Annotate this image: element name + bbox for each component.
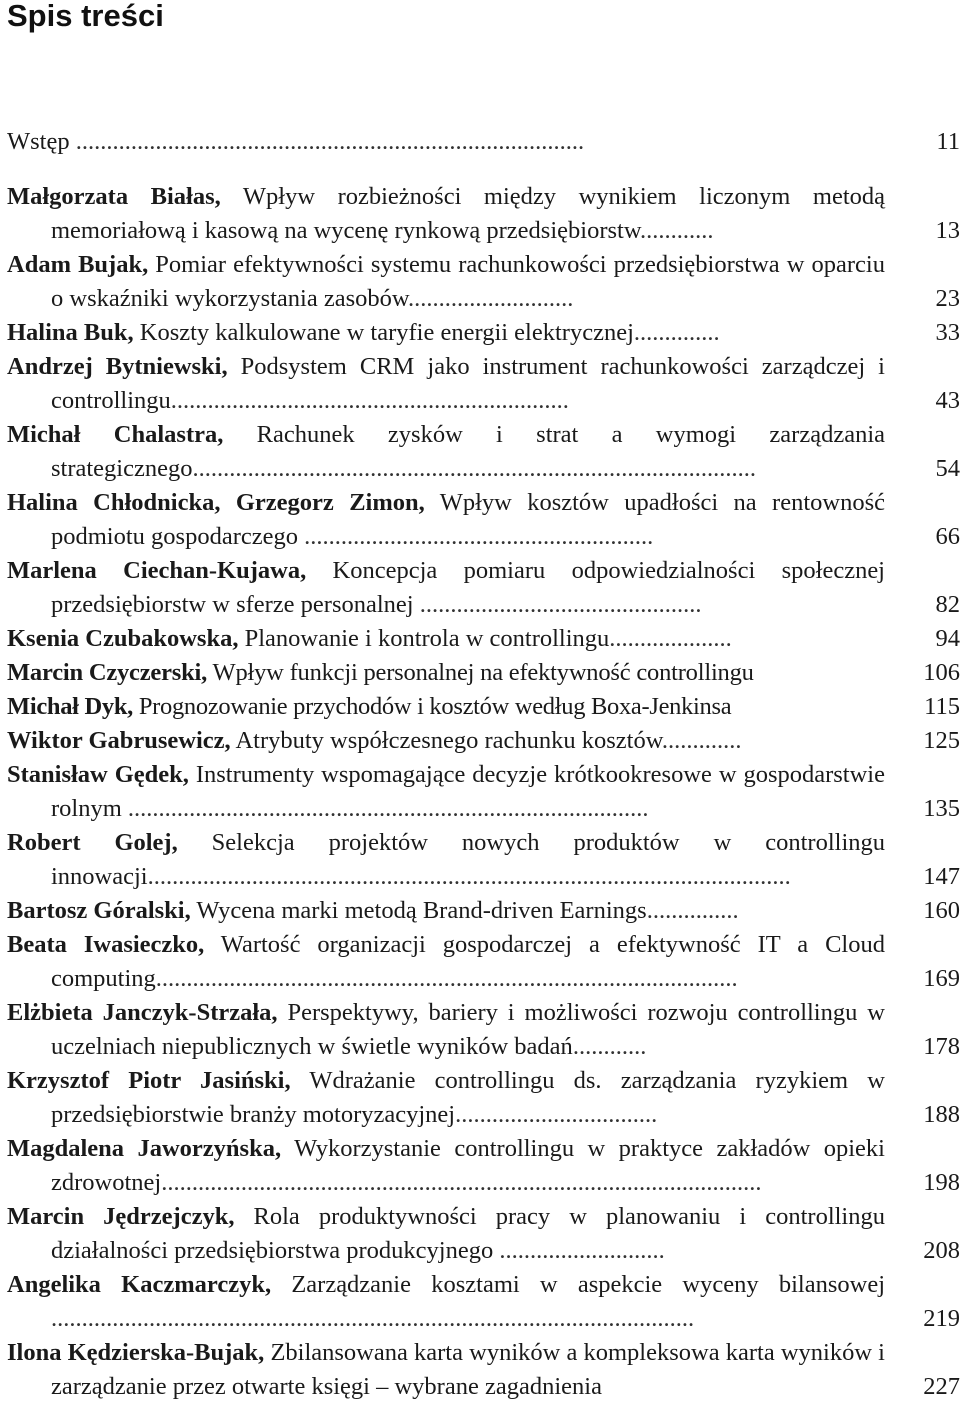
page-title: Spis treści	[7, 0, 164, 33]
toc-entry-text	[7, 894, 885, 928]
toc-title: Zarządzanie kosztami w aspekcie wyceny bilansowej	[271, 1271, 885, 1298]
toc-entry[interactable]	[7, 1132, 960, 1200]
toc-author: Elżbieta Janczyk-Strzała,	[7, 999, 278, 1026]
toc-author: Ilona Kędzierska-Bujak,	[7, 1339, 265, 1366]
toc-entry-text	[7, 350, 885, 418]
toc-leader-dots: ............	[572, 1033, 647, 1060]
toc-page-number: 219	[923, 1305, 960, 1332]
toc-title: Atrybuty współczesnego rachunku kosztów	[230, 727, 662, 754]
toc-leader-dots: ...........................	[407, 285, 574, 312]
toc-page-number: 147	[923, 863, 960, 890]
toc-leader-dots: .........................................................................................................	[51, 1305, 695, 1332]
toc-leader-dots: ............	[639, 217, 714, 244]
toc-author: Beata Iwasieczko,	[7, 931, 205, 958]
toc-author: Marlena Ciechan-Kujawa,	[7, 557, 307, 584]
toc-leader-dots: ...................................................................................	[69, 128, 585, 155]
toc-entry[interactable]	[7, 996, 960, 1064]
toc-author: Bartosz Góralski,	[7, 897, 191, 924]
toc-entry-text	[7, 622, 885, 656]
toc-title: Wartość organizacji gospodarczej a efektywność IT a Cloud computing	[51, 931, 885, 992]
toc-title: Rola produktywności pracy w planowaniu i controllingu działalności przedsiębiorstwa produkcyjnego	[51, 1203, 885, 1264]
toc-entry-text	[7, 486, 885, 554]
toc-entry[interactable]	[7, 1064, 960, 1132]
toc-page-number: 66	[935, 523, 960, 550]
toc-entry[interactable]	[7, 350, 960, 418]
toc-entry[interactable]	[7, 1200, 960, 1268]
toc-entry[interactable]	[7, 125, 960, 159]
toc-leader-dots: ...........................	[493, 1237, 665, 1264]
toc-author: Magdalena Jaworzyńska,	[7, 1135, 282, 1162]
toc-entry[interactable]	[7, 248, 960, 316]
toc-title: Instrumenty wspomagające decyzje krótkookresowe w gospodarstwie rolnym	[51, 761, 885, 822]
toc-author: Marcin Jędrzejczyk,	[7, 1203, 235, 1230]
toc-author: Stanisław Gędek,	[7, 761, 189, 788]
toc-entry[interactable]	[7, 656, 960, 690]
toc-leader-dots: .........................................................	[298, 523, 654, 550]
toc-title: Rachunek zysków i strat a wymogi zarządzania strategicznego	[51, 421, 885, 482]
toc-page-number: 160	[923, 897, 960, 924]
toc-title: Koncepcja pomiaru odpowiedzialności społecznej przedsiębiorstw w sferze personalnej	[51, 557, 885, 618]
toc-entry[interactable]	[7, 622, 960, 656]
toc-title: Koszty kalkulowane w taryfie energii elektrycznej	[133, 319, 634, 346]
toc-title: Wykorzystanie controllingu w praktyce zakładów opieki zdrowotnej	[51, 1135, 885, 1196]
toc-entry-text	[7, 1200, 885, 1268]
toc-entry[interactable]	[7, 316, 960, 350]
toc-page-number: 82	[935, 591, 960, 618]
toc-author: Halina Buk,	[7, 319, 134, 346]
toc-title: Selekcja projektów nowych produktów w controllingu innowacji	[51, 829, 885, 890]
toc-entry-text	[7, 826, 885, 894]
toc-page-number: 23	[935, 285, 960, 312]
toc-leader-dots: ....................	[609, 625, 732, 652]
toc-title: Wpływ funkcji personalnej na efektywność controllingu	[207, 659, 754, 686]
toc-leader-dots: ..............................................	[413, 591, 702, 618]
toc-author: Małgorzata Białas,	[7, 183, 221, 210]
toc-author: Wiktor Gabrusewicz,	[7, 727, 231, 754]
toc-page-number: 188	[923, 1101, 960, 1128]
toc-entry-text	[7, 248, 885, 316]
toc-page-number: 125	[923, 727, 960, 754]
toc-title: Podsystem CRM jako instrument rachunkowości zarządczej i controllingu	[51, 353, 885, 414]
toc-page-number: 13	[935, 217, 960, 244]
toc-entry-text	[7, 418, 885, 486]
toc-entry[interactable]	[7, 418, 960, 486]
toc-title: Pomiar efektywności systemu rachunkowości przedsiębiorstwa w oparciu o wskaźniki wykorzystania zasobów	[51, 251, 885, 312]
toc-page-number: 54	[935, 455, 960, 482]
toc-author: Krzysztof Piotr Jasiński,	[7, 1067, 291, 1094]
toc-author: Michał Chalastra,	[7, 421, 224, 448]
toc-entry[interactable]	[7, 758, 960, 826]
toc-author: Halina Chłodnicka, Grzegorz Zimon,	[7, 489, 425, 516]
toc-leader-dots: .........................................................................................................	[147, 863, 791, 890]
table-of-contents	[7, 125, 960, 1404]
toc-page-number: 94	[935, 625, 960, 652]
toc-entry-text	[7, 180, 885, 248]
toc-entry-text	[7, 656, 885, 690]
toc-entry-text	[7, 1336, 885, 1404]
toc-entry[interactable]	[7, 690, 960, 724]
toc-leader-dots: ..................................................................................................	[161, 1169, 762, 1196]
toc-entry-text	[7, 1268, 885, 1336]
toc-entry-text	[7, 125, 885, 159]
toc-leader-dots: ...............	[646, 897, 739, 924]
toc-page-number: 33	[935, 319, 960, 346]
toc-title: Wycena marki metodą Brand-driven Earnings	[190, 897, 647, 924]
toc-title: Wpływ kosztów upadłości na rentowność podmiotu gospodarczego	[51, 489, 886, 550]
toc-leader-dots: .............	[661, 727, 742, 754]
toc-entry[interactable]	[7, 1268, 960, 1336]
toc-author: Ksenia Czubakowska,	[7, 625, 239, 652]
toc-leader-dots: ..............	[633, 319, 720, 346]
toc-author: Marcin Czyczerski,	[7, 659, 208, 686]
toc-entry[interactable]	[7, 1336, 960, 1404]
toc-entry[interactable]	[7, 826, 960, 894]
toc-title: Prognozowanie przychodów i kosztów według Boxa-Jenkinsa	[133, 693, 732, 720]
toc-title: Zbilansowana karta wyników a kompleksowa karta wyników i zarządzanie przez otwarte księgi – wybrane zagadnienia	[51, 1339, 885, 1400]
toc-entry-text	[7, 316, 885, 350]
toc-author: Michał Dyk,	[7, 693, 134, 720]
toc-leader-dots: ...............................................................................................	[155, 965, 738, 992]
toc-entry-text	[7, 758, 885, 826]
toc-page-number: 115	[924, 693, 960, 720]
toc-author: Andrzej Bytniewski,	[7, 353, 228, 380]
toc-page-number: 106	[923, 659, 960, 686]
toc-entry[interactable]	[7, 180, 960, 248]
toc-author: Robert Golej,	[7, 829, 178, 856]
toc-page-number: 135	[923, 795, 960, 822]
toc-entry-text	[7, 996, 885, 1064]
toc-page-number: 227	[923, 1373, 960, 1400]
toc-page-number: 43	[935, 387, 960, 414]
toc-page-number: 169	[923, 965, 960, 992]
toc-leader-dots: .................................	[455, 1101, 658, 1128]
toc-entry[interactable]	[7, 724, 960, 758]
toc-page-number: 198	[923, 1169, 960, 1196]
toc-entry[interactable]	[7, 486, 960, 554]
toc-title: Perspektywy, bariery i możliwości rozwoju controllingu w uczelniach niepublicznych w świetle wyników badań	[51, 999, 885, 1060]
toc-entry-text	[7, 724, 885, 758]
toc-title: Wpływ rozbieżności między wynikiem liczonym metodą memoriałową i kasową na wycenę rynkową przedsiębiorstw	[51, 183, 885, 244]
toc-entry[interactable]	[7, 928, 960, 996]
toc-title: Wdrażanie controllingu ds. zarządzania ryzykiem w przedsiębiorstwie branży motoryzacyjnej	[51, 1067, 885, 1128]
toc-entry-text	[7, 928, 885, 996]
toc-entry-text	[7, 1132, 885, 1200]
toc-page-number: 208	[923, 1237, 960, 1264]
toc-author: Adam Bujak,	[7, 251, 149, 278]
toc-title: Wstęp	[7, 128, 70, 155]
toc-entry-text	[7, 690, 885, 724]
toc-leader-dots: .................................................................	[170, 387, 569, 414]
toc-leader-dots: ............................................................................................	[192, 455, 756, 482]
toc-page-number: 11	[936, 128, 960, 155]
toc-title: Planowanie i kontrola w controllingu	[238, 625, 610, 652]
toc-entry[interactable]	[7, 554, 960, 622]
toc-entry[interactable]	[7, 894, 960, 928]
toc-entry-text	[7, 1064, 885, 1132]
toc-entry-text	[7, 554, 885, 622]
toc-leader-dots: .....................................................................................	[121, 795, 649, 822]
toc-author: Angelika Kaczmarczyk,	[7, 1271, 272, 1298]
toc-page-number: 178	[923, 1033, 960, 1060]
